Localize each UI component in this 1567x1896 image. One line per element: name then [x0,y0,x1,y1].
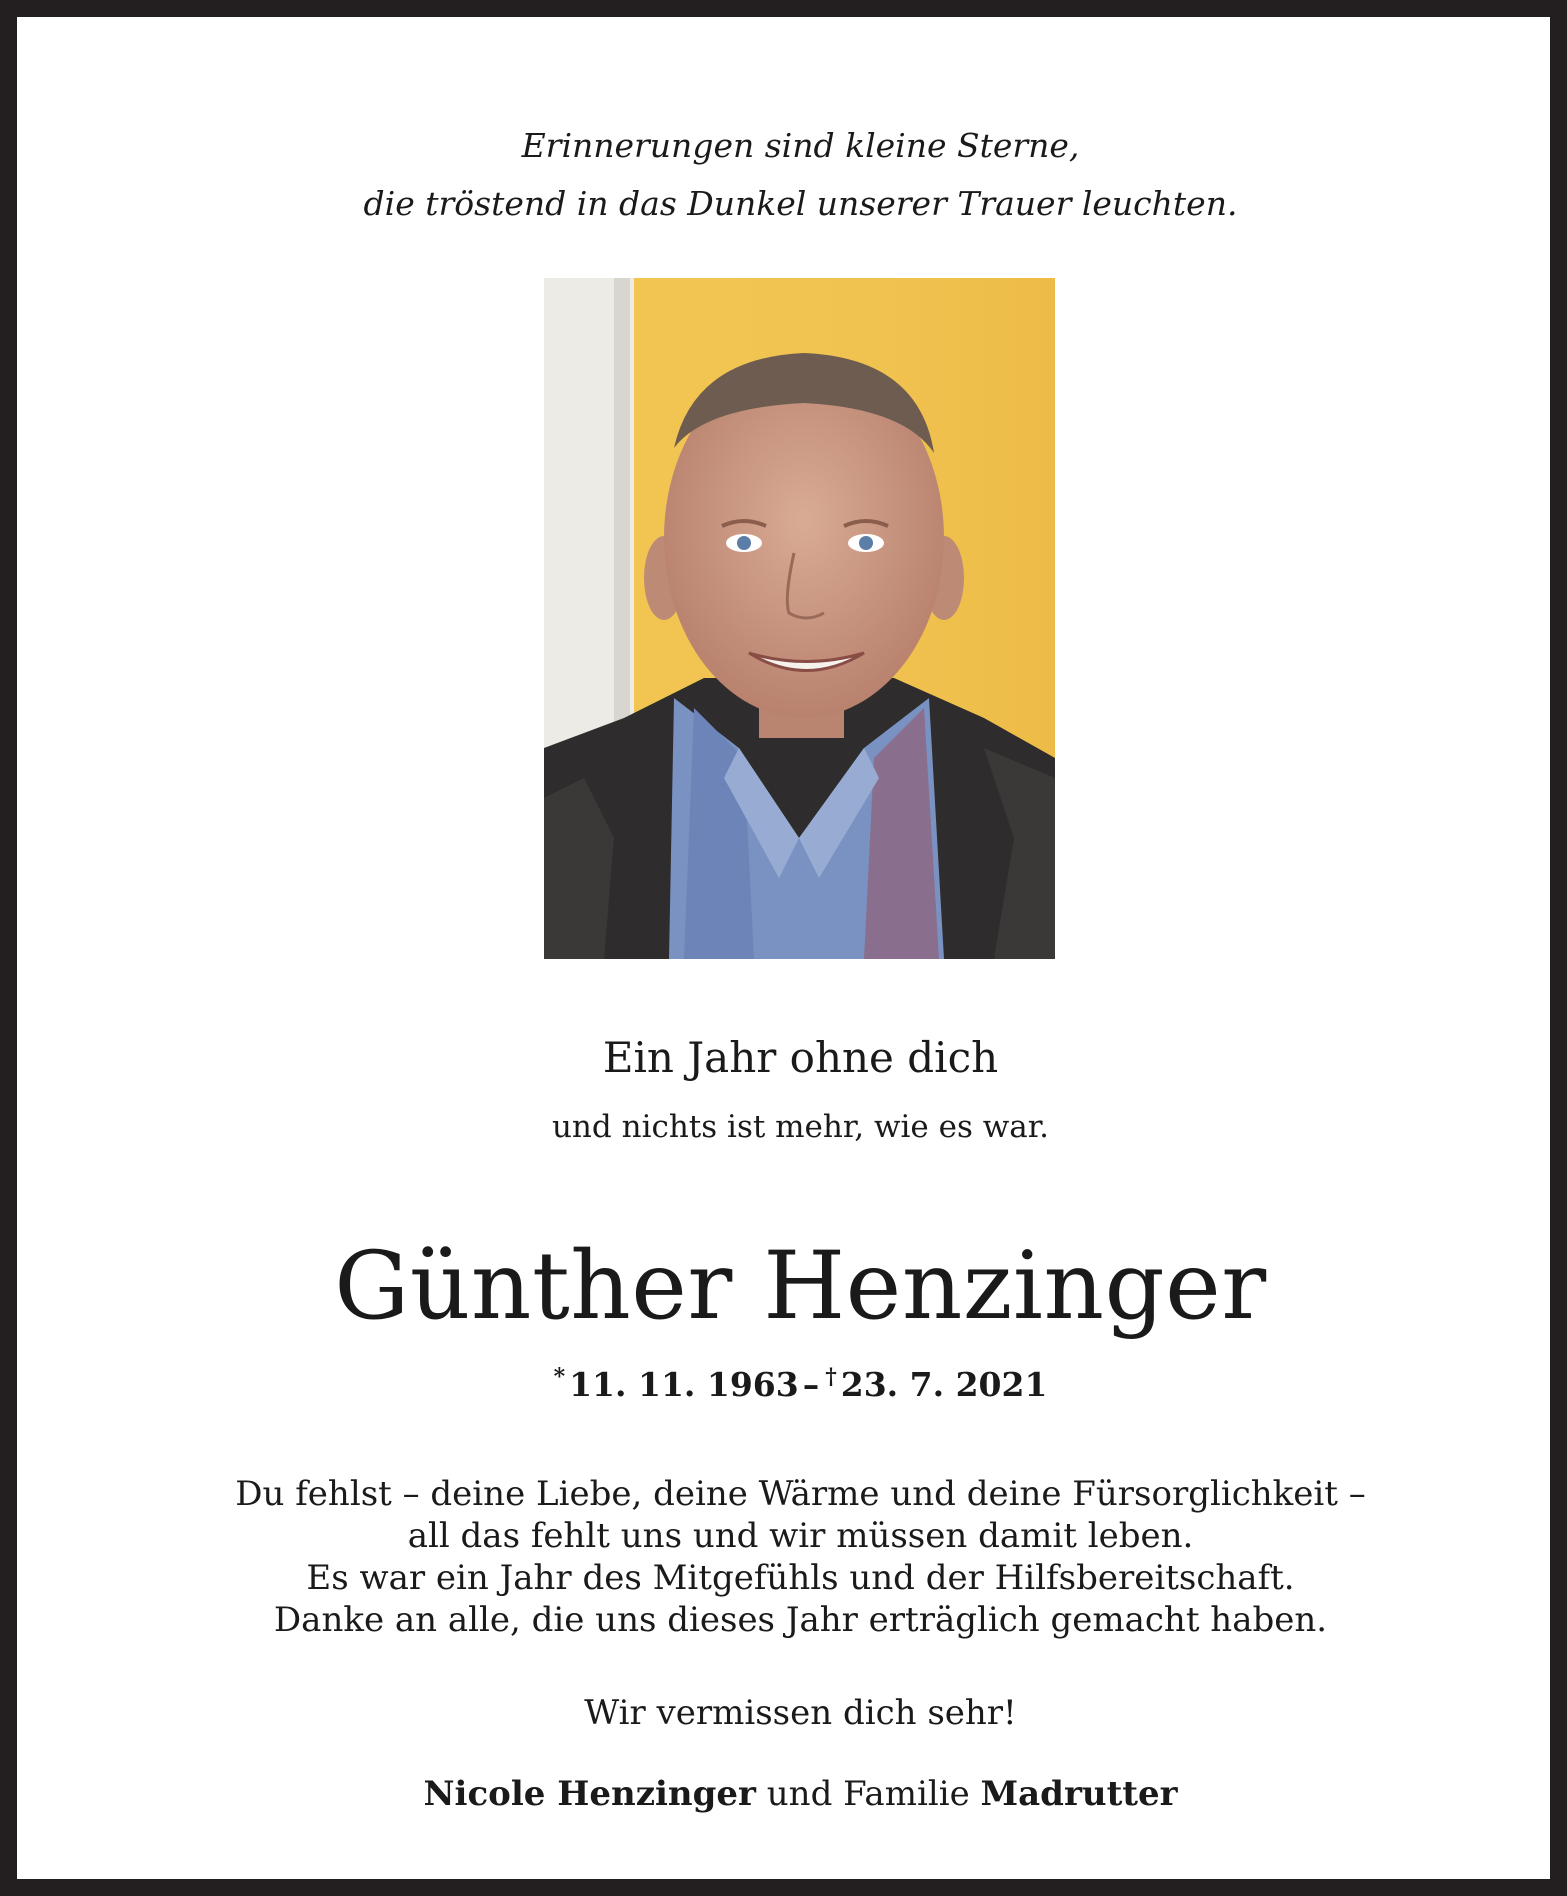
signature [17,1768,1567,1820]
headline: Ein Jahr ohne dich [602,1033,999,1082]
date-separator: – [802,1365,820,1404]
death-symbol: † [825,1364,837,1390]
subline: und nichts ist mehr, wie es war. [551,1109,1050,1145]
death-date: 23. 7. 2021 [840,1365,1048,1404]
portrait-image [544,278,1055,959]
signature-connector: und Familie [766,1774,970,1814]
life-dates [17,1350,1567,1412]
body-line: Danke an alle, die uns dieses Jahr erträglich gemacht haben. [273,1600,1328,1640]
body-text [17,1473,1567,1641]
birth-symbol: * [553,1364,566,1390]
closing-line: Wir vermissen dich sehr! [584,1693,1017,1733]
portrait-photo [544,278,1055,959]
signature-name-2: Madrutter [980,1774,1178,1814]
motto-line-2: die tröstend in das Dunkel unserer Trauer leuchten. [363,184,1238,223]
body-line: all das fehlt uns und wir müssen damit leben. [407,1516,1194,1556]
body-line: Du fehlst – deine Liebe, deine Wärme und deine Fürsorglichkeit – [235,1474,1366,1514]
motto-line-1: Erinnerungen sind kleine Sterne, [521,126,1080,165]
birth-date: 11. 11. 1963 [569,1365,799,1404]
signature-name-1: Nicole Henzinger [423,1774,756,1814]
body-line: Es war ein Jahr des Mitgefühls und der Hilfsbereitschaft. [306,1558,1295,1598]
deceased-name: Günther Henzinger [334,1232,1267,1341]
motto-quote [17,117,1567,233]
